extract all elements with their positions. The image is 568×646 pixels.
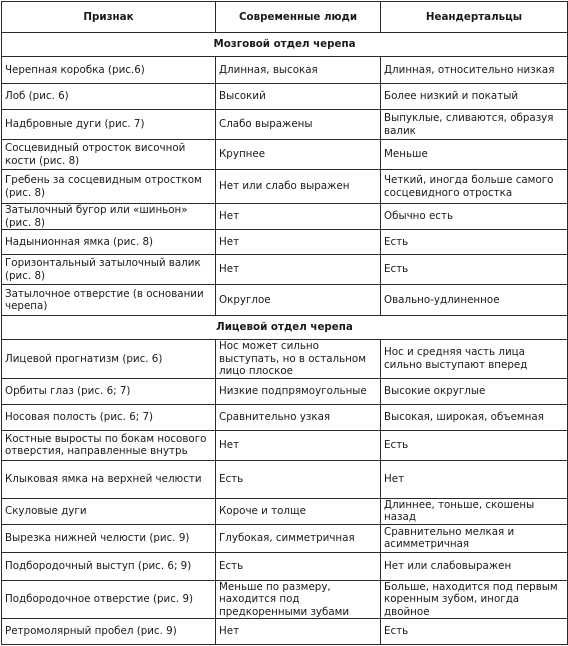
- trait-cell: Подбородочное отверстие (рис. 9): [2, 580, 216, 619]
- table-row: [2, 460, 568, 498]
- modern-humans-cell: Меньше по размеру, находится под предкоренными зубами: [216, 580, 381, 619]
- trait-cell: Надынионная ямка (рис. 8): [2, 230, 216, 255]
- table-row: [2, 204, 568, 230]
- neanderthals-cell: Больше, находится под первым коренным зубом, иногда двойное: [381, 580, 568, 619]
- modern-humans-cell: Слабо выражены: [216, 110, 381, 140]
- neanderthals-cell: Выпуклые, сливаются, образуя валик: [381, 110, 568, 140]
- table-row: [2, 340, 568, 379]
- trait-cell: Вырезка нижней челюсти (рис. 9): [2, 524, 216, 552]
- table-row: [2, 498, 568, 524]
- section-row: [2, 33, 568, 57]
- trait-cell: Горизонтальный затылочный валик (рис. 8): [2, 255, 216, 285]
- table-row: [2, 230, 568, 255]
- modern-humans-cell: Нос может сильно выступать, но в остальном лицо плоское: [216, 340, 381, 379]
- neanderthals-cell: Более низкий и покатый: [381, 84, 568, 110]
- table-row: [2, 140, 568, 170]
- modern-humans-cell: Округлое: [216, 285, 381, 316]
- header-modern-humans: Современные люди: [216, 2, 381, 33]
- modern-humans-cell: Высокий: [216, 84, 381, 110]
- header-trait: Признак: [2, 2, 216, 33]
- modern-humans-cell: Низкие подпрямоугольные: [216, 378, 381, 404]
- neanderthals-cell: Есть: [381, 255, 568, 285]
- trait-cell: Лицевой прогнатизм (рис. 6): [2, 340, 216, 379]
- trait-cell: Носовая полость (рис. 6; 7): [2, 404, 216, 430]
- modern-humans-cell: Есть: [216, 460, 381, 498]
- neanderthals-cell: Сравнительно мелкая и асимметричная: [381, 524, 568, 552]
- modern-humans-cell: Нет: [216, 619, 381, 645]
- header-neanderthals: Неандертальцы: [381, 2, 568, 33]
- table-row: [2, 378, 568, 404]
- table-row: [2, 619, 568, 645]
- modern-humans-cell: Есть: [216, 552, 381, 580]
- table-row: [2, 580, 568, 619]
- neanderthals-cell: Меньше: [381, 140, 568, 170]
- table-row: [2, 57, 568, 84]
- modern-humans-cell: Нет: [216, 204, 381, 230]
- neanderthals-cell: Обычно есть: [381, 204, 568, 230]
- table-row: [2, 255, 568, 285]
- neanderthals-cell: Нет или слабовыражен: [381, 552, 568, 580]
- neanderthals-cell: Нет: [381, 460, 568, 498]
- table-row: [2, 404, 568, 430]
- table-row: [2, 552, 568, 580]
- neanderthals-cell: Нос и средняя часть лица сильно выступают вперед: [381, 340, 568, 379]
- neanderthals-cell: Высокие округлые: [381, 378, 568, 404]
- table-body: [2, 33, 568, 645]
- neanderthals-cell: Четкий, иногда больше самого сосцевидного отростка: [381, 170, 568, 204]
- section-row: [2, 316, 568, 340]
- neanderthals-cell: Есть: [381, 430, 568, 460]
- trait-cell: Орбиты глаз (рис. 6; 7): [2, 378, 216, 404]
- trait-cell: Скуловые дуги: [2, 498, 216, 524]
- comparison-table: [1, 1, 568, 645]
- trait-cell: Клыковая ямка на верхней челюсти: [2, 460, 216, 498]
- neanderthals-cell: Высокая, широкая, объемная: [381, 404, 568, 430]
- section-title: Лицевой отдел черепа: [2, 316, 568, 340]
- neanderthals-cell: Длинная, относительно низкая: [381, 57, 568, 84]
- modern-humans-cell: Длинная, высокая: [216, 57, 381, 84]
- modern-humans-cell: Глубокая, симметричная: [216, 524, 381, 552]
- trait-cell: Черепная коробка (рис.6): [2, 57, 216, 84]
- trait-cell: Ретромолярный пробел (рис. 9): [2, 619, 216, 645]
- modern-humans-cell: Нет: [216, 430, 381, 460]
- modern-humans-cell: Нет: [216, 255, 381, 285]
- trait-cell: Лоб (рис. 6): [2, 84, 216, 110]
- trait-cell: Затылочный бугор или «шиньон» (рис. 8): [2, 204, 216, 230]
- neanderthals-cell: Длиннее, тоньше, скошены назад: [381, 498, 568, 524]
- neanderthals-cell: Есть: [381, 230, 568, 255]
- table-row: [2, 170, 568, 204]
- modern-humans-cell: Короче и толще: [216, 498, 381, 524]
- trait-cell: Затылочное отверстие (в основании черепа): [2, 285, 216, 316]
- neanderthals-cell: Есть: [381, 619, 568, 645]
- modern-humans-cell: Нет или слабо выражен: [216, 170, 381, 204]
- trait-cell: Подбородочный выступ (рис. 6; 9): [2, 552, 216, 580]
- header-row: [2, 2, 568, 33]
- table-row: [2, 430, 568, 460]
- table-row: [2, 524, 568, 552]
- trait-cell: Костные выросты по бокам носового отверстия, направленные внутрь: [2, 430, 216, 460]
- trait-cell: Гребень за сосцевидным отростком (рис. 8): [2, 170, 216, 204]
- trait-cell: Сосцевидный отросток височной кости (рис. 8): [2, 140, 216, 170]
- modern-humans-cell: Нет: [216, 230, 381, 255]
- modern-humans-cell: Сравнительно узкая: [216, 404, 381, 430]
- trait-cell: Надбровные дуги (рис. 7): [2, 110, 216, 140]
- section-title: Мозговой отдел черепа: [2, 33, 568, 57]
- modern-humans-cell: Крупнее: [216, 140, 381, 170]
- neanderthals-cell: Овально-удлиненное: [381, 285, 568, 316]
- table-row: [2, 110, 568, 140]
- table-row: [2, 285, 568, 316]
- table-row: [2, 84, 568, 110]
